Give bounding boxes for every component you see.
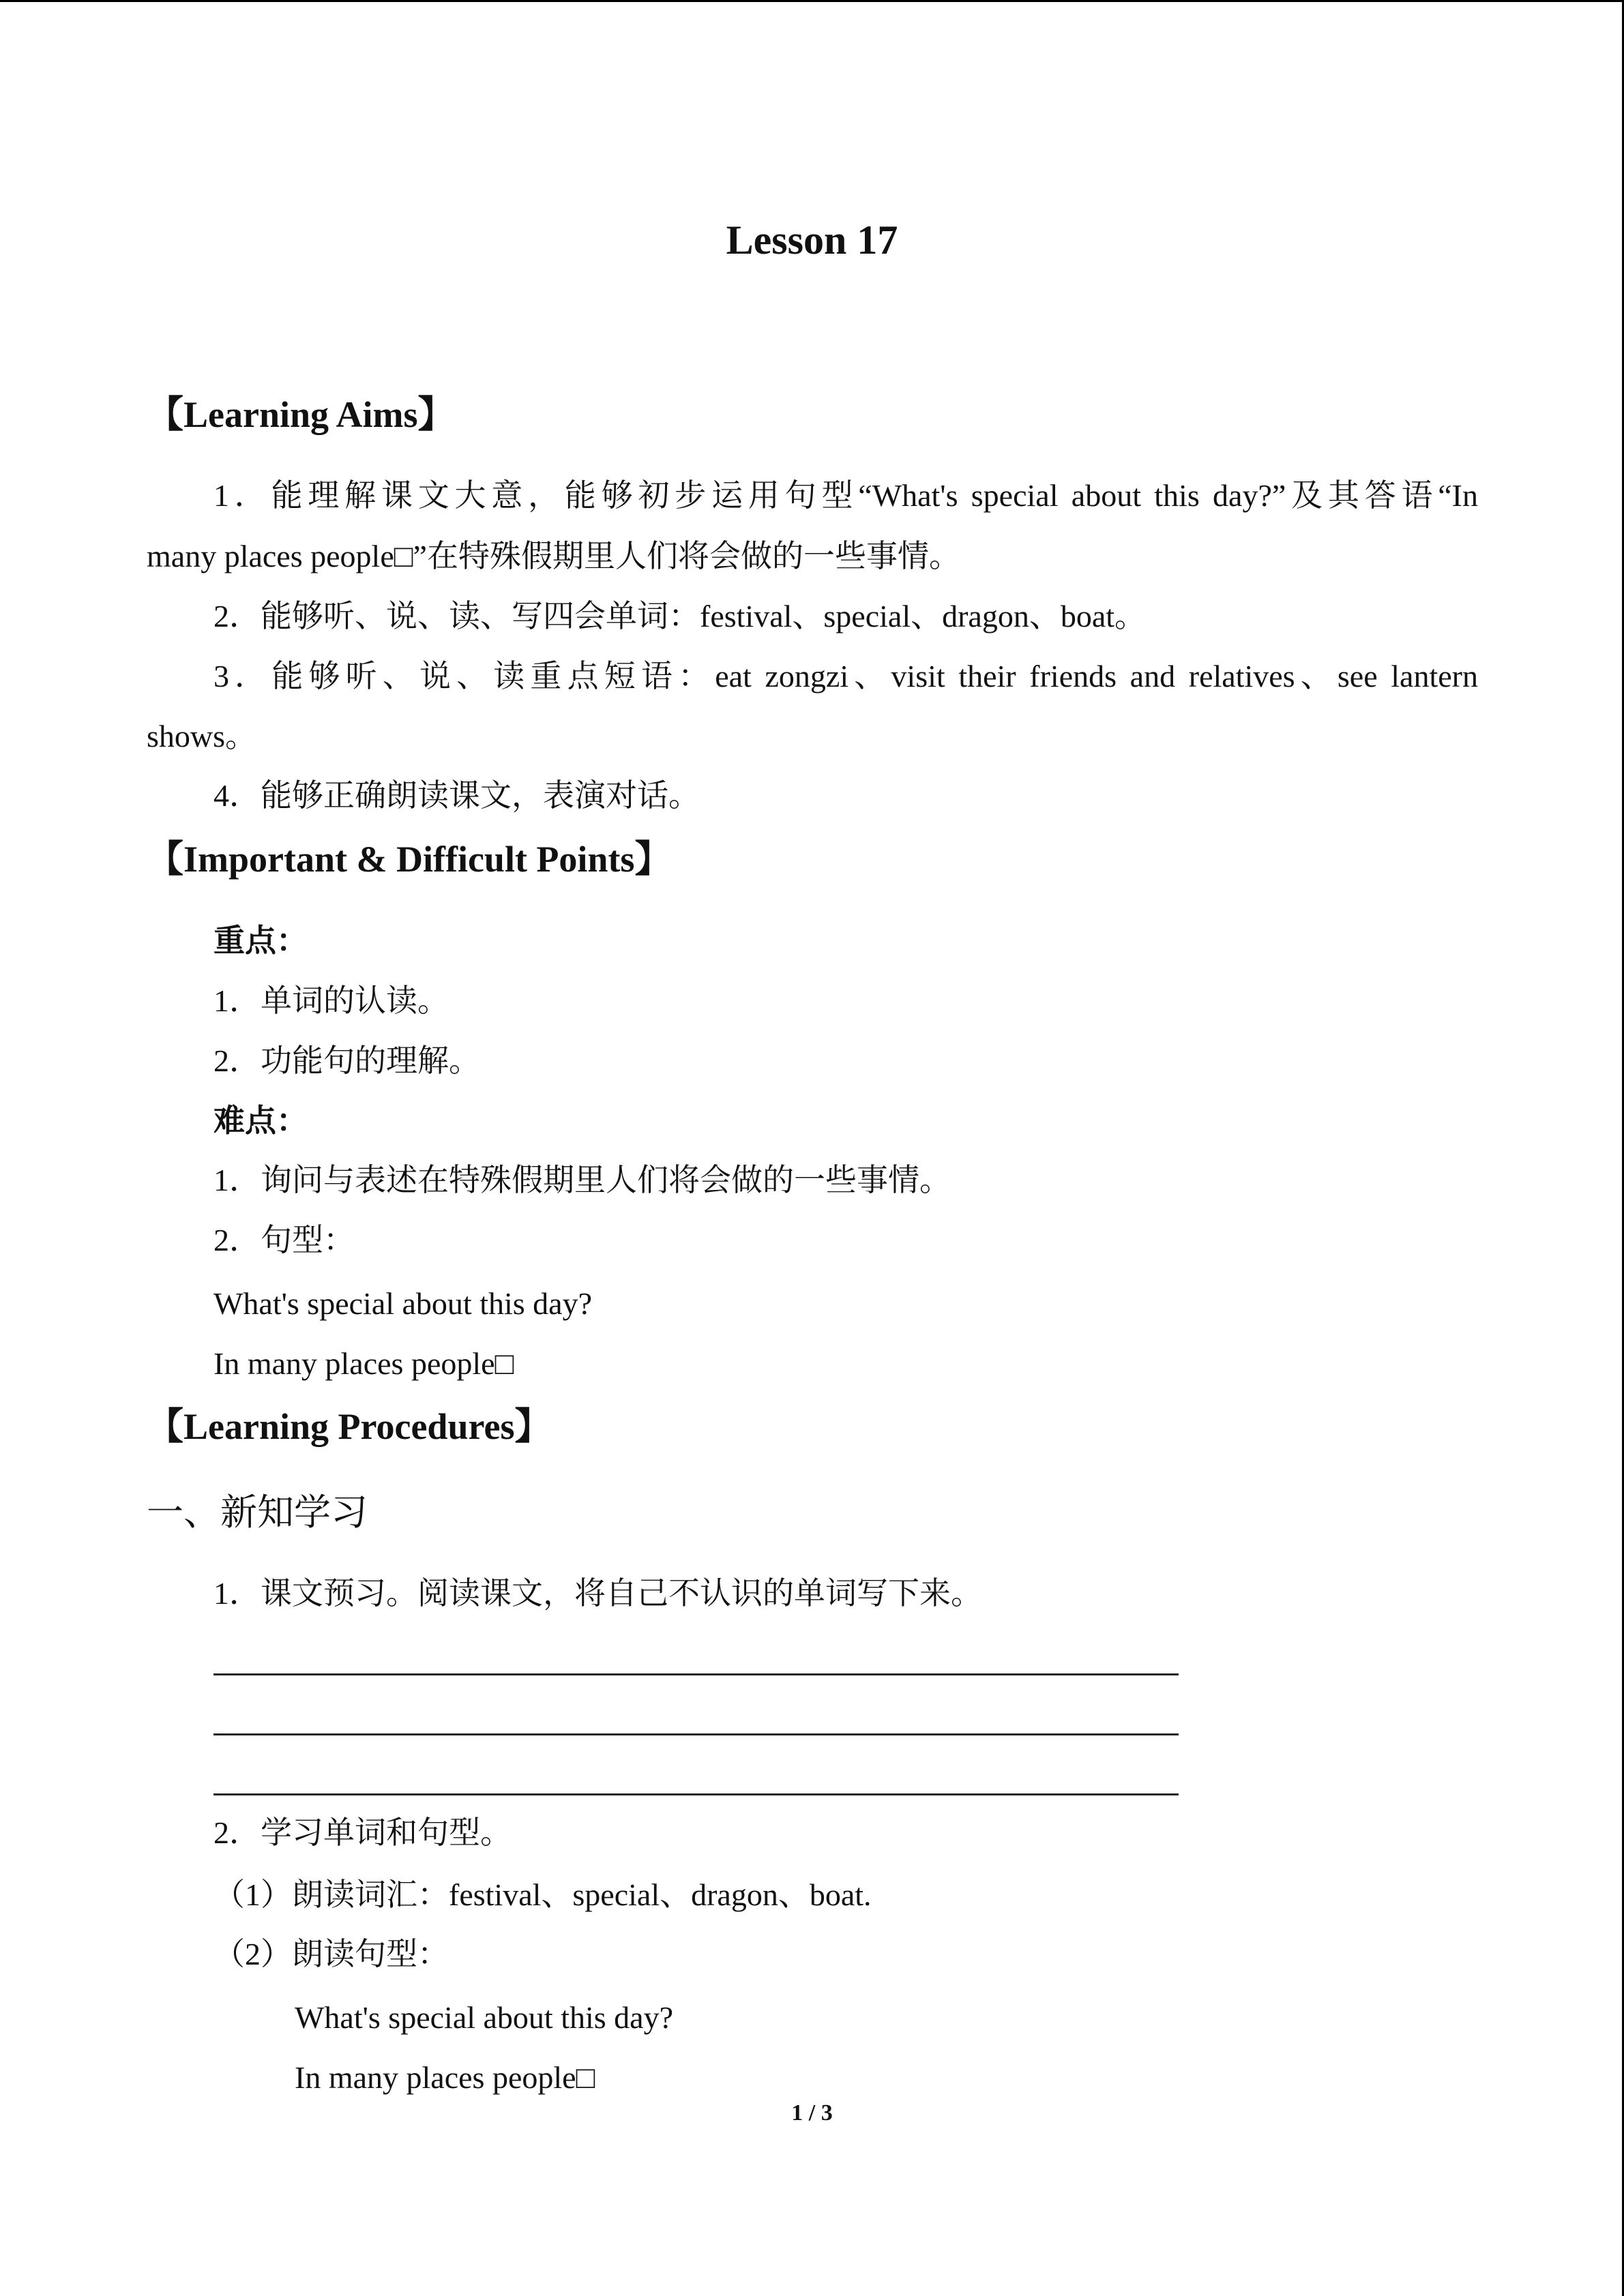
read-pattern-answer: In many places people□ [295,2060,595,2095]
step-2-study: 2．学习单词和句型。 [213,1815,512,1850]
difficult-points-label: 难点： [213,1103,308,1138]
answer-blank-line-3 [213,1793,1179,1795]
sentence-pattern-answer: In many places people□ [213,1346,514,1381]
step-2-2-sentences: （2）朗读句型： [213,1937,449,1971]
read-pattern-question: What's special about this day? [295,2000,674,2035]
answer-blank-line-2 [213,1733,1179,1735]
key-points-label: 重点： [213,923,308,958]
important-points-heading: 【Important & Difficult Points】 [147,839,672,880]
learning-procedures-heading: 【Learning Procedures】 [147,1406,552,1447]
aim-item-3-line-2: shows。 [147,719,257,754]
step-2-1-vocabulary: （1）朗读词汇：festival、special、dragon、boat. [213,1877,872,1912]
difficult-point-item-2: 2．句型： [213,1223,355,1257]
page-top-border [0,0,1624,2]
key-point-item-1: 1．单词的认读。 [213,983,449,1018]
answer-blank-line-1 [213,1673,1179,1675]
aim-item-2: 2．能够听、说、读、写四会单词：festival、special、dragon、boat。 [213,599,1147,633]
learning-aims-heading: 【Learning Aims】 [147,394,455,435]
aim-item-4: 4．能够正确朗读课文，表演对话。 [213,778,700,813]
section-1-title: 一、新知学习 [147,1492,368,1533]
difficult-point-item-1: 1．询问与表述在特殊假期里人们将会做的一些事情。 [213,1163,951,1197]
step-1-preview: 1．课文预习。阅读课文，将自己不认识的单词写下来。 [213,1576,982,1611]
page-number: 1 / 3 [791,2100,833,2126]
key-point-item-2: 2．功能句的理解。 [213,1043,480,1078]
sentence-pattern-question: What's special about this day? [213,1286,593,1321]
aim-item-1-line-1: 1．能理解课文大意，能够初步运用句型“What's special about this day?”及其答语“In [213,478,1478,513]
aim-item-3-line-1: 3．能够听、说、读重点短语：eat zongzi、visit their friends and relatives、see lantern [213,659,1478,694]
page-title: Lesson 17 [726,218,898,263]
aim-item-1-line-2: many places people□”在特殊假期里人们将会做的一些事情。 [147,539,960,573]
